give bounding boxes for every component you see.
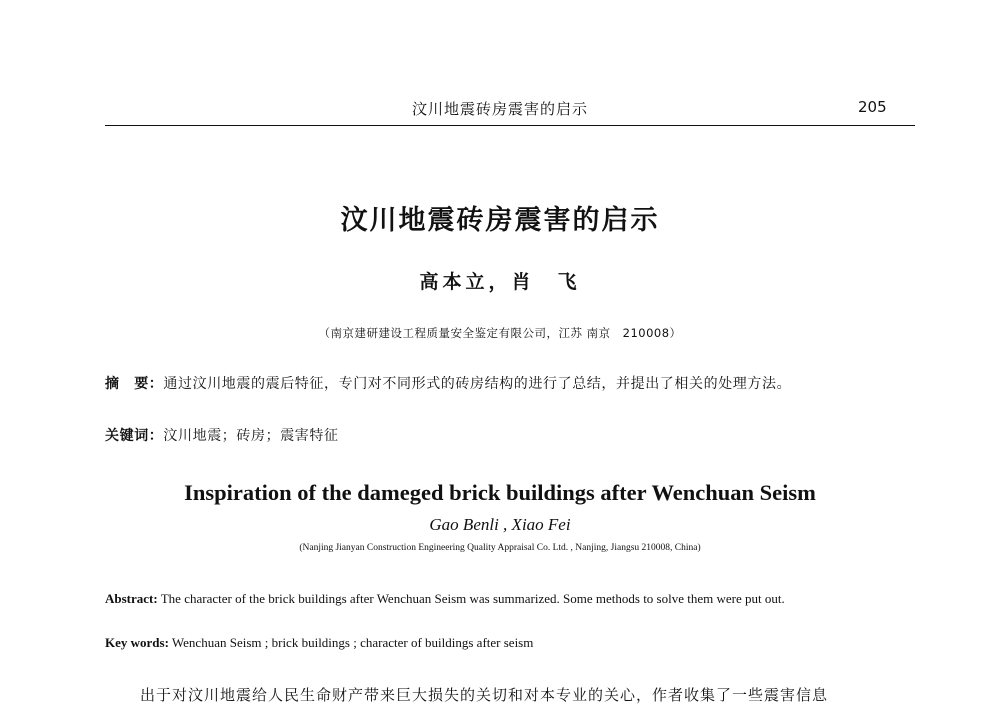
abstract-en-label: Abstract: bbox=[105, 591, 158, 606]
authors-en: Gao Benli , Xiao Fei bbox=[429, 515, 571, 534]
header-rule bbox=[105, 125, 915, 126]
keywords-en-label: Key words: bbox=[105, 635, 169, 650]
keywords-cn-label: 关键词： bbox=[105, 428, 164, 444]
abstract-cn-text: 通过汶川地震的震后特征，专门对不同形式的砖房结构的进行了总结，并提出了相关的处理方法。 bbox=[163, 376, 792, 392]
affiliation-en: (Nanjing Jianyan Construction Engineering Quality Appraisal Co. Ltd. , Nanjing, Jiangsu 210008, China) bbox=[299, 543, 701, 553]
affiliation-cn: （南京建研建设工程质量安全鉴定有限公司，江苏 南京 210008） bbox=[318, 326, 682, 340]
body-first-line: 出于对汶川地震给人民生命财产带来巨大损失的关切和对本专业的关心，作者收集了一些震害信息 bbox=[140, 686, 829, 704]
abstract-cn bbox=[105, 372, 917, 397]
running-header-title: 汶川地震砖房震害的启示 bbox=[411, 100, 588, 118]
keywords-en bbox=[105, 632, 917, 653]
authors-cn: 高本立，肖 飞 bbox=[419, 271, 581, 293]
abstract-en-text: The character of the brick buildings after Wenchuan Seism was summarized. Some methods to solve them were put out. bbox=[157, 591, 785, 606]
page-number: 205 bbox=[858, 98, 887, 116]
abstract-en bbox=[105, 588, 917, 609]
article-title-en: Inspiration of the dameged brick buildings after Wenchuan Seism bbox=[184, 480, 816, 505]
keywords-cn bbox=[105, 424, 917, 449]
keywords-cn-text: 汶川地震；砖房；震害特征 bbox=[163, 428, 339, 444]
abstract-cn-label: 摘 要： bbox=[105, 376, 164, 392]
article-title-cn: 汶川地震砖房震害的启示 bbox=[340, 205, 660, 236]
keywords-en-text: Wenchuan Seism ; brick buildings ; character of buildings after seism bbox=[168, 635, 534, 650]
